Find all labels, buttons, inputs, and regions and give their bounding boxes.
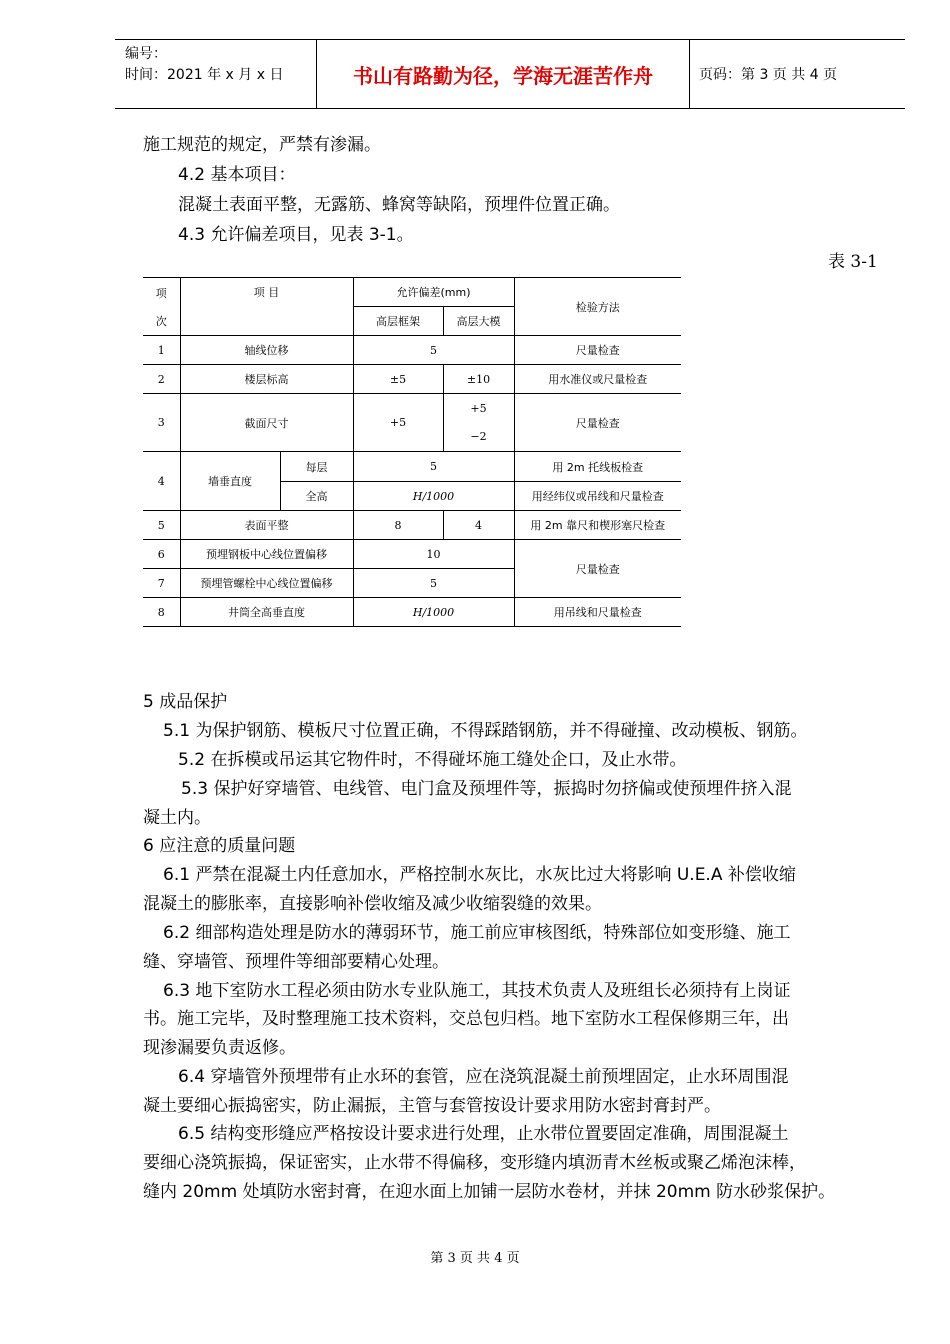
section-heading-6: 6 应注意的质量问题	[143, 836, 296, 856]
header-tolerance: 允许偏差(mm)	[353, 278, 514, 307]
table-row: 1 轴线位移 5 尺量检查	[143, 336, 681, 365]
section-heading-4-3: 4.3 允许偏差项目，见表 3-1。	[178, 225, 414, 245]
table-caption: 表 3-1	[828, 252, 878, 272]
page-footer: 第 3 页 共 4 页	[430, 1251, 520, 1266]
paragraph-line: 施工规范的规定，严禁有渗漏。	[143, 135, 381, 155]
header-frame: 高层框架	[353, 307, 443, 336]
paragraph-line: 6.3 地下室防水工程必须由防水专业队施工，其技术负责人及班组长必须持有上岗证	[163, 981, 791, 1001]
table-row: 全高 H/1000 用经纬仪或吊线和尺量检查	[143, 482, 681, 511]
tolerance-table	[143, 277, 681, 627]
header-formwork: 高层大模	[443, 307, 514, 336]
header-meta	[115, 40, 316, 108]
paragraph-line: 书。施工完毕，及时整理施工技术资料，交总包归档。地下室防水工程保修期三年，出	[143, 1009, 789, 1029]
paragraph-line: 6.2 细部构造处理是防水的薄弱环节，施工前应审核图纸，特殊部位如变形缝、施工	[163, 923, 791, 943]
paragraph-line: 混凝土的膨胀率，直接影响补偿收缩及减少收缩裂缝的效果。	[143, 894, 602, 914]
paragraph-line: 5.1 为保护钢筋、模板尺寸位置正确，不得踩踏钢筋，并不得碰撞、改动模板、钢筋。	[163, 721, 808, 741]
table-row: 3 截面尺寸 +5 +5 −2 尺量检查	[143, 394, 681, 452]
date-label: 时间：2021 年 x 月 x 日	[125, 67, 284, 83]
paragraph-line: 缝、穿墙管、预埋件等细部要精心处理。	[143, 952, 449, 972]
header-motto: 书山有路勤为径，学海无涯苦作舟	[316, 40, 690, 108]
paragraph-line: 5.2 在拆模或吊运其它物件时，不得碰坏施工缝处企口，及止水带。	[178, 750, 687, 770]
paragraph-line: 凝土要细心振捣密实，防止漏振，主管与套管按设计要求用防水密封膏封严。	[143, 1096, 721, 1116]
paragraph-line: 现渗漏要负责返修。	[143, 1038, 296, 1058]
section-heading-4-2: 4.2 基本项目：	[178, 165, 296, 185]
section-heading-5: 5 成品保护	[143, 692, 228, 712]
table-row: 5 表面平整 8 4 用 2m 靠尺和楔形塞尺检查	[143, 511, 681, 540]
serial-number-label: 编号：	[125, 46, 167, 62]
paragraph-line: 缝内 20mm 处填防水密封膏，在迎水面上加铺一层防水卷材，并抹 20mm 防水砂浆保护。	[143, 1182, 836, 1202]
table-row: 4 墙垂直度 每层 5 用 2m 托线板检查	[143, 452, 681, 482]
header-item: 项 目	[180, 278, 353, 336]
header-page-number: 页码：第 3 页 共 4 页	[699, 67, 838, 83]
paragraph-line: 6.4 穿墙管外预埋带有止水环的套管，应在浇筑混凝土前预埋固定，止水环周围混	[178, 1067, 789, 1087]
table-row: 6 预埋钢板中心线位置偏移 10 尺量检查	[143, 540, 681, 569]
paragraph-line: 混凝土表面平整，无露筋、蜂窝等缺陷，预埋件位置正确。	[178, 195, 620, 215]
header-index: 项 次	[143, 278, 180, 336]
table-row: 8 井筒全高垂直度 H/1000 用吊线和尺量检查	[143, 598, 681, 627]
paragraph-line: 5.3 保护好穿墙管、电线管、电门盒及预埋件等，振捣时勿挤偏或使预埋件挤入混	[181, 779, 792, 799]
paragraph-line: 凝土内。	[143, 808, 211, 828]
page-header	[115, 39, 905, 109]
paragraph-line: 6.5 结构变形缝应严格按设计要求进行处理，止水带位置要固定准确，周围混凝土	[178, 1124, 789, 1144]
table-row: 7 预埋管螺栓中心线位置偏移 5	[143, 569, 681, 598]
paragraph-line: 要细心浇筑振捣，保证密实，止水带不得偏移，变形缝内填沥青木丝板或聚乙烯泡沫棒，	[143, 1153, 806, 1173]
header-method: 检验方法	[514, 278, 681, 336]
table-row: 2 楼层标高 ±5 ±10 用水准仪或尺量检查	[143, 365, 681, 394]
paragraph-line: 6.1 严禁在混凝土内任意加水，严格控制水灰比，水灰比过大将影响 U.E.A 补偿收缩	[163, 865, 796, 885]
